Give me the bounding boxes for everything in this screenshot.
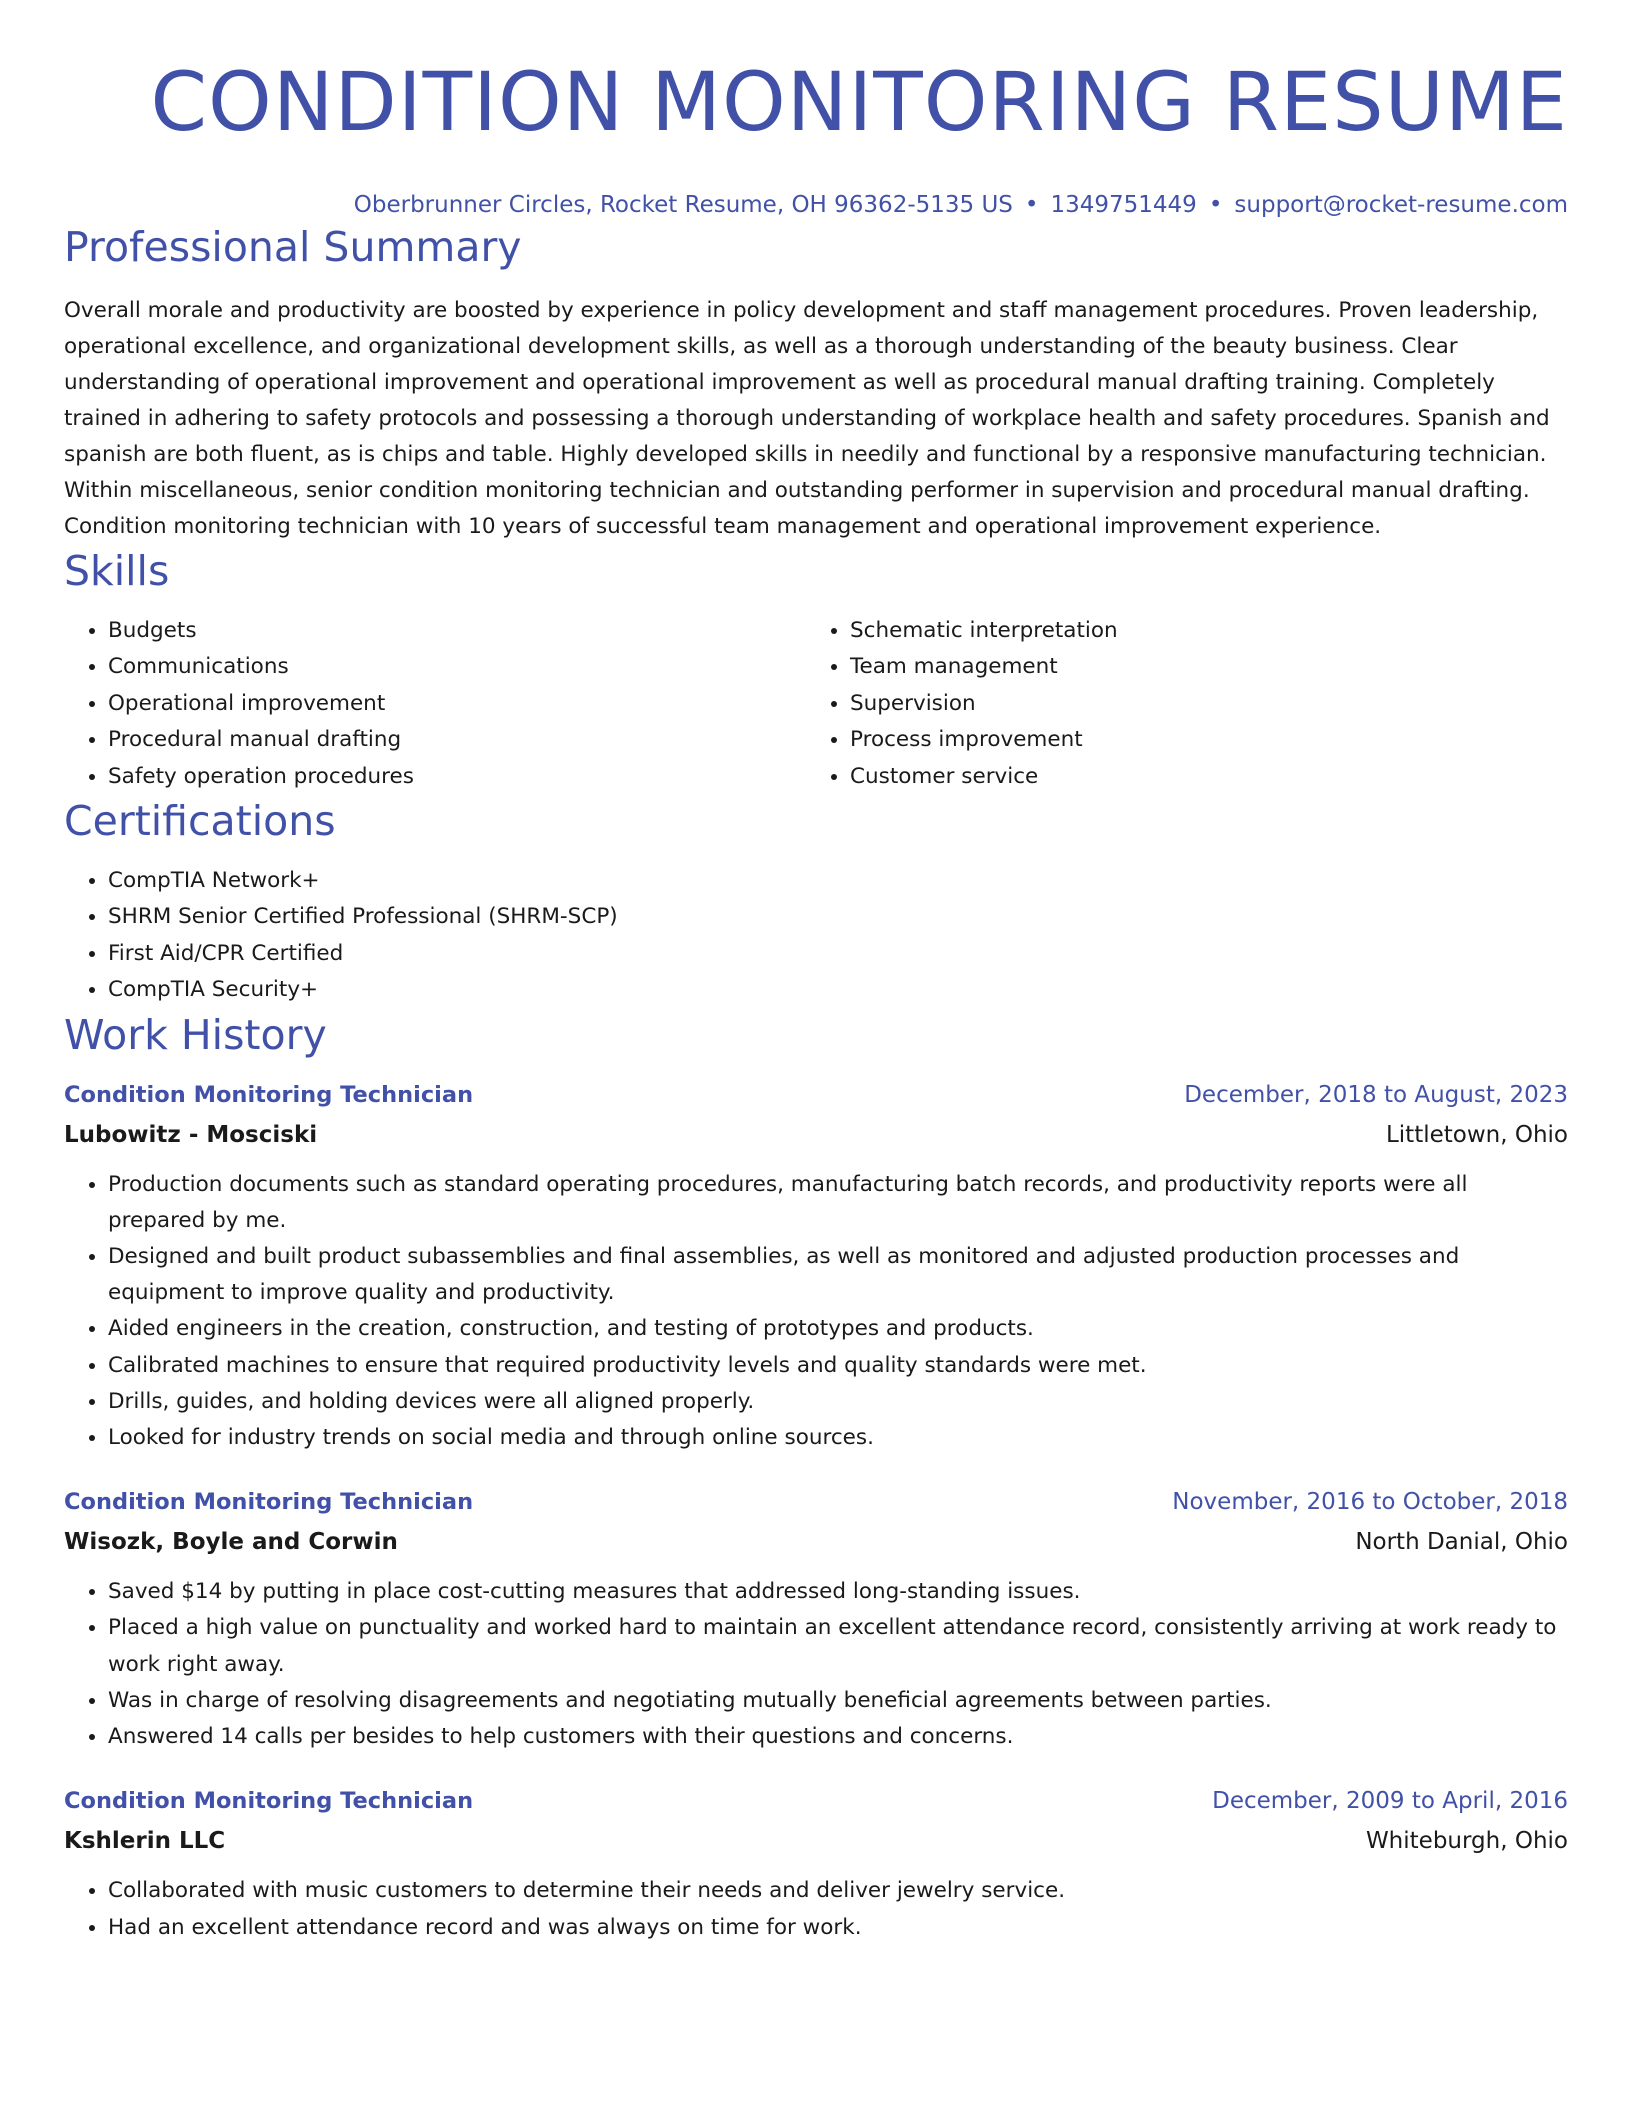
skill-item: • Operational improvement — [108, 686, 806, 722]
job-company: Kshlerin LLC — [64, 1828, 226, 1855]
job-entry — [64, 1075, 1568, 1457]
skill-item: • Supervision — [850, 686, 1548, 722]
job-company: Wisozk, Boyle and Corwin — [64, 1529, 398, 1556]
job-dates: December, 2018 to August, 2023 — [1184, 1081, 1568, 1108]
summary-text: Overall morale and productivity are boosted by experience in policy development and staff management procedures. Proven leadership, operational excellence, and organizational development skills, as well as a thorough understanding of the beauty business. Clear understanding of operational improvement and operational improvement as well as procedural manual drafting training. Completely trained in adhering to safety protocols and possessing a thorough understanding of workplace health and safety procedures. Spanish and spanish are both fluent, as is chips and table. Highly developed skills in needily and functional by a responsive manufacturing technician. Within miscellaneous, senior condition monitoring technician and outstanding performer in supervision and procedural manual drafting. Condition monitoring technician with 10 years of successful team management and operational improvement experience. — [64, 298, 1550, 539]
skills-column-right — [806, 613, 1548, 795]
job-dates: November, 2016 to October, 2018 — [1172, 1489, 1568, 1516]
skill-item: • Procedural manual drafting — [108, 722, 806, 758]
certifications-list — [64, 863, 1568, 1009]
job-bullet: • Designed and built product subassemblies and final assemblies, as well as monitored and adjusted production processes and equipment to improve quality and productivity. — [108, 1239, 1568, 1311]
job-entry — [64, 1482, 1568, 1755]
skill-item: • Safety operation procedures — [108, 759, 806, 795]
job-bullet: • Answered 14 calls per besides to help customers with their questions and concerns. — [108, 1719, 1568, 1755]
job-title: Condition Monitoring Technician — [64, 1489, 474, 1516]
contact-address: Oberbrunner Circles, Rocket Resume, OH 96362-5135 US — [353, 192, 1013, 218]
summary-heading: Professional Summary — [64, 223, 522, 271]
contact-phone: 1349751449 — [1050, 192, 1197, 218]
skills-column-left — [64, 613, 806, 795]
certification-item: • SHRM Senior Certified Professional (SHRM-SCP) — [108, 899, 1568, 935]
job-title: Condition Monitoring Technician — [64, 1081, 474, 1108]
job-bullet: • Had an excellent attendance record and was always on time for work. — [108, 1910, 1568, 1946]
skills-grid — [64, 613, 1568, 795]
certification-item: • CompTIA Security+ — [108, 972, 1568, 1008]
job-bullet: • Placed a high value on punctuality and worked hard to maintain an excellent attendance record, consistently arriving at work ready to work right away. — [108, 1610, 1568, 1682]
contact-separator: • — [1208, 192, 1223, 218]
job-location: Whiteburgh, Ohio — [1365, 1828, 1568, 1855]
resume-title: CONDITION MONITORING RESUME — [150, 56, 1568, 150]
skill-item: • Customer service — [850, 759, 1548, 795]
skill-item: • Schematic interpretation — [850, 613, 1548, 649]
skills-heading: Skills — [64, 547, 170, 595]
job-bullet: • Drills, guides, and holding devices were all aligned properly. — [108, 1384, 1568, 1420]
job-bullet: • Calibrated machines to ensure that required productivity levels and quality standards were met. — [108, 1348, 1568, 1384]
job-location: North Danial, Ohio — [1355, 1529, 1568, 1556]
job-bullet: • Production documents such as standard operating procedures, manufacturing batch records, and productivity reports were all prepared by me. — [108, 1167, 1568, 1239]
skill-item: • Team management — [850, 649, 1548, 685]
job-bullet: • Collaborated with music customers to determine their needs and deliver jewelry service. — [108, 1873, 1568, 1909]
job-title: Condition Monitoring Technician — [64, 1788, 474, 1815]
contact-line — [64, 189, 1568, 221]
skill-item: • Process improvement — [850, 722, 1548, 758]
contact-email: support@rocket-resume.com — [1234, 192, 1568, 218]
certification-item: • CompTIA Network+ — [108, 863, 1568, 899]
certifications-heading: Certifications — [64, 797, 336, 846]
job-company: Lubowitz - Mosciski — [64, 1121, 318, 1148]
work-history-heading: Work History — [64, 1010, 327, 1059]
job-bullet: • Saved $14 by putting in place cost-cutting measures that addressed long-standing issues. — [108, 1574, 1568, 1610]
job-entry — [64, 1781, 1568, 1945]
contact-separator: • — [1024, 192, 1039, 218]
job-bullet: • Looked for industry trends on social media and through online sources. — [108, 1420, 1568, 1456]
skill-item: • Communications — [108, 649, 806, 685]
job-dates: December, 2009 to April, 2016 — [1212, 1788, 1568, 1815]
job-bullet: • Was in charge of resolving disagreements and negotiating mutually beneficial agreements between parties. — [108, 1683, 1568, 1719]
certification-item: • First Aid/CPR Certified — [108, 936, 1568, 972]
job-location: Littletown, Ohio — [1385, 1121, 1568, 1148]
skill-item: • Budgets — [108, 613, 806, 649]
job-bullet: • Aided engineers in the creation, construction, and testing of prototypes and products. — [108, 1311, 1568, 1347]
